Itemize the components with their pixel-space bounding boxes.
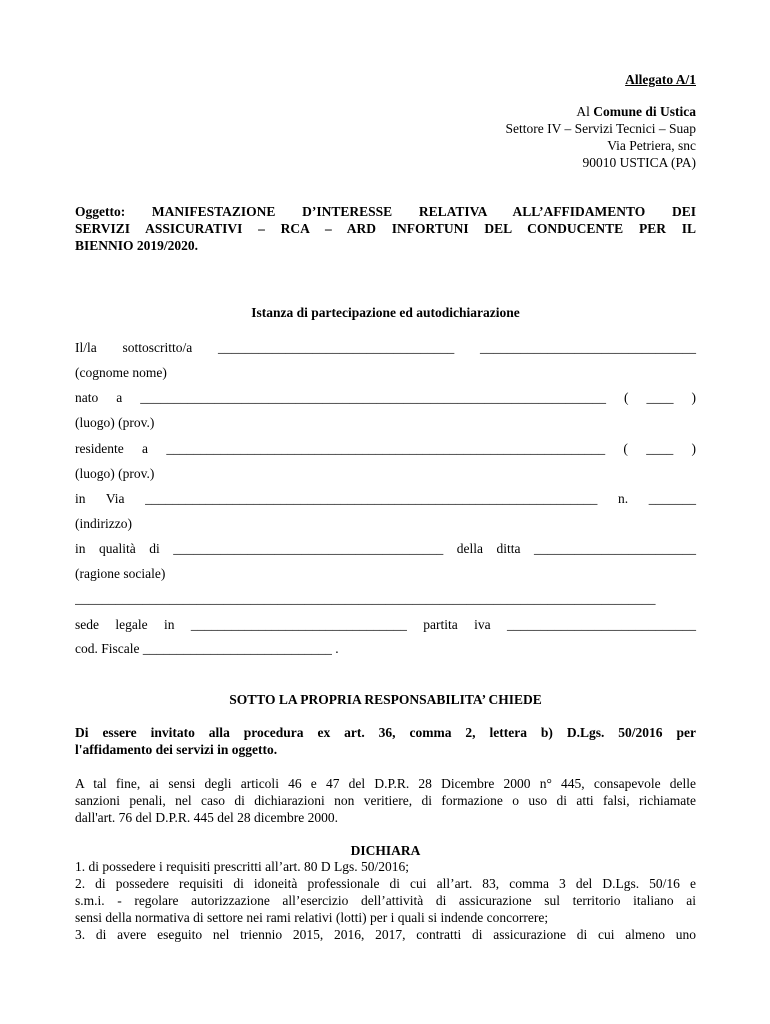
field-in-via[interactable]: in Via ___________________________________________________________________ n. _______ xyxy=(75,491,696,506)
dichiara-item-1: 1. di possedere i requisiti prescritti all’art. 80 D Lgs. 50/2016; xyxy=(75,859,410,874)
hint-luogo-prov-1: (luogo) (prov.) xyxy=(75,415,155,430)
chiede-line-1: Di essere invitato alla procedura ex art. 36, comma 2, lettera b) D.Lgs. 50/2016 per xyxy=(75,725,696,740)
premessa-line-1: A tal fine, ai sensi degli articoli 46 e 47 del D.P.R. 28 Dicembre 2000 n° 445, consapevole delle xyxy=(75,776,696,791)
field-ragione-sociale-line[interactable]: ______________________________________________________________________________________ xyxy=(75,591,656,606)
allegato-label: Allegato A/1 xyxy=(625,72,696,87)
oggetto-line-1: Oggetto: MANIFESTAZIONE D’INTERESSE RELATIVA ALL’AFFIDAMENTO DEI xyxy=(75,204,696,219)
chiede-line-2: l'affidamento dei servizi in oggetto. xyxy=(75,742,278,757)
field-sede-partita-iva[interactable]: sede legale in ________________________________ partita iva ____________________________ xyxy=(75,617,696,632)
field-qualita-ditta[interactable]: in qualità di ________________________________________ della ditta ________________________ xyxy=(75,541,696,556)
field-cod-fiscale[interactable]: cod. Fiscale ____________________________ . xyxy=(75,641,339,656)
form-title: Istanza di partecipazione ed autodichiarazione xyxy=(251,305,520,320)
field-nato-a[interactable]: nato a _____________________________________________________________________ ( ____ ) xyxy=(75,390,696,405)
addressee-line xyxy=(300,104,696,121)
field-sottoscritto[interactable]: Il/la sottoscritto/a ___________________________________ ________________________________ xyxy=(75,340,696,355)
oggetto-line-2: SERVIZI ASSICURATIVI – RCA – ARD INFORTUNI DEL CONDUCENTE PER IL xyxy=(75,221,696,236)
hint-cognome-nome: (cognome nome) xyxy=(75,365,167,380)
oggetto-line-3: BIENNIO 2019/2020. xyxy=(75,238,199,253)
dichiara-title: DICHIARA xyxy=(350,843,421,858)
hint-indirizzo: (indirizzo) xyxy=(75,516,132,531)
dichiara-item-3-line-1: 3. di avere eseguito nel triennio 2015, 2016, 2017, contratti di assicurazione di cui almeno uno xyxy=(75,927,696,942)
hint-luogo-prov-2: (luogo) (prov.) xyxy=(75,466,155,481)
addressee-settore: Settore IV – Servizi Tecnici – Suap xyxy=(505,121,696,136)
addressee-prefix: Al xyxy=(576,104,594,119)
addressee-via: Via Petriera, snc xyxy=(607,138,696,153)
chiede-title: SOTTO LA PROPRIA RESPONSABILITA’ CHIEDE xyxy=(229,692,542,707)
dichiara-item-2-line-2: s.m.i. - regolare autorizzazione all’esercizio dell’attività di assicurazione sul territorio italiano ai xyxy=(75,893,696,908)
premessa-line-2: sanzioni penali, nel caso di dichiarazioni non veritiere, di formazione o uso di atti falsi, richiamate xyxy=(75,793,696,808)
dichiara-item-2-line-1: 2. di possedere requisiti di idoneità professionale di cui all’art. 83, comma 3 del D.Lgs. 50/16 e xyxy=(75,876,696,891)
hint-ragione-sociale: (ragione sociale) xyxy=(75,566,166,581)
addressee-city: 90010 USTICA (PA) xyxy=(582,155,696,170)
premessa-line-3: dall'art. 76 del D.P.R. 445 del 28 dicembre 2000. xyxy=(75,810,339,825)
dichiara-item-2-line-3: sensi della normativa di settore nei rami relativi (lotti) per i quali si indende concorrere; xyxy=(75,910,549,925)
field-residente-a[interactable]: residente a _________________________________________________________________ ( ____ ) xyxy=(75,441,696,456)
addressee-name: Comune di Ustica xyxy=(593,104,696,119)
